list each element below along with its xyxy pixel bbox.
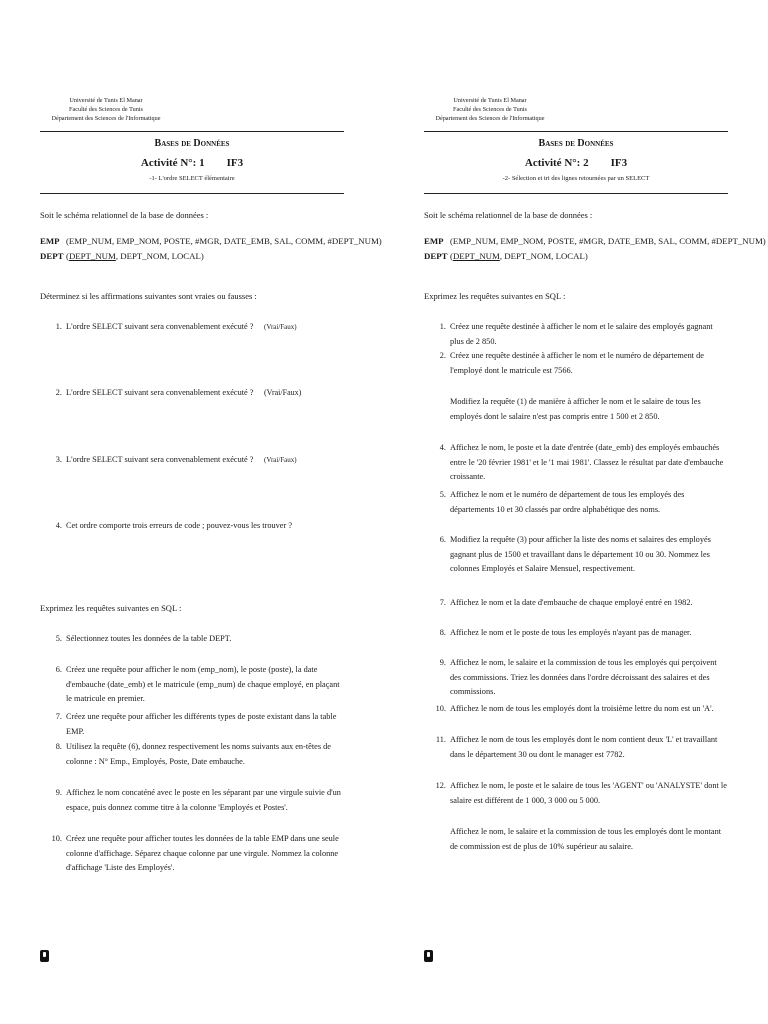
question-2: 2. Créez une requête destinée à afficher le nom et le numéro de département de l'employé dont le matricule est 7566.: [439, 351, 704, 375]
question-9: 9. Affichez le nom, le salaire et la commission de tous les employés qui perçoivent des commissions. Triez les données dans l'ordre décroissant des salaires et des commissions.: [439, 658, 717, 696]
schema-emp-attrs: (EMP_NUM, EMP_NOM, POSTE, #MGR, DATE_EMB, SAL, COMM, #DEPT_NUM): [66, 236, 382, 246]
question-10: 10. Créez une requête pour afficher toutes les données de la table EMP dans une seule colonne d'affichage. Séparez chaque colonne par une virgule. Nommez la colonne d'affichage 'Liste des Employés'.: [51, 834, 339, 872]
schema-emp: [40, 236, 382, 246]
activity-subtitle: -2- Sélection et tri des lignes retournées par un SELECT: [502, 175, 650, 182]
true-false-hint: (Vrai/Faux): [264, 456, 297, 464]
course-title: Bases de Données: [154, 138, 230, 149]
question-1: 1. L'ordre SELECT suivant sera convenablement exécuté ? (Vrai/Faux): [48, 320, 344, 335]
question-7: 7. Créez une requête pour afficher les différents types de poste existant dans la table EMP.: [55, 712, 337, 736]
university-header: [46, 96, 166, 123]
question-1: 1. Créez une requête destinée à afficher le nom et le salaire des employés gagnant plus de 2 850.: [439, 322, 713, 346]
question-8: 8. Utilisez la requête (6), donnez respectivement les noms suivants aux en-têtes de colonne : N° Emp., Employés, Poste, Date embauche.: [55, 742, 331, 766]
section-sql: Exprimez les requêtes suivantes en SQL :: [40, 603, 182, 613]
schema-intro: Soit le schéma relationnel de la base de données :: [424, 210, 593, 220]
department-name: Département des Sciences de l'Informatique: [51, 115, 161, 122]
university-name: Université de Tunis El Manar: [69, 97, 143, 104]
schema-dept-key: DEPT_NUM: [68, 251, 116, 261]
schema-emp-attrs: (EMP_NUM, EMP_NOM, POSTE, #MGR, DATE_EMB, SAL, COMM, #DEPT_NUM): [450, 236, 766, 246]
top-rule: [424, 131, 728, 132]
section-true-false: Déterminez si les affirmations suivantes sont vraies ou fausses :: [40, 291, 257, 301]
department-name: Département des Sciences de l'Informatique: [435, 115, 545, 122]
question-3: Modifiez la requête (1) de manière à afficher le nom et le salaire de tous les employés dont le salaire n'est pas compris entre 1 500 et 2 850.: [450, 397, 701, 421]
schema-emp-label: EMP: [40, 236, 60, 246]
activity-number: Activité N°: 2: [524, 157, 589, 169]
section-sql: Exprimez les requêtes suivantes en SQL :: [424, 291, 566, 301]
schema-dept: DEPT (DEPT_NUM, DEPT_NOM, LOCAL): [424, 251, 588, 261]
schema-dept: DEPT (DEPT_NUM, DEPT_NOM, LOCAL): [40, 251, 204, 261]
question-4: 4. Affichez le nom, le poste et la date d'entrée (date_emb) des employés embauchés entre le '20 février 1981' et le '1 mai 1981'. Classez le résultat par date d'embauche croissante.: [439, 443, 724, 481]
university-header: [430, 96, 550, 123]
schema-dept-key: DEPT_NUM: [452, 251, 500, 261]
activity-number: Activité N°: 1: [140, 157, 205, 169]
bottom-rule: [40, 193, 344, 194]
university-name: Université de Tunis El Manar: [453, 97, 527, 104]
schema-emp: [424, 236, 766, 246]
true-false-hint: (Vrai/Faux): [264, 323, 297, 331]
page-mark-icon: [424, 950, 433, 962]
question-6: 6. Modifiez la requête (3) pour afficher la liste des noms et salaires des employés gagnant plus de 1500 et travaillant dans le département 10 ou 30. Nommez les colonnes Employés et Salaire Mensuel, respectivement.: [439, 535, 711, 573]
true-false-hint: (Vrai/Faux): [264, 388, 302, 397]
question-8: 8. Affichez le nom et le poste de tous les employés n'ayant pas de manager.: [439, 628, 692, 637]
page-mark-icon: [40, 950, 49, 962]
question-5: 5. Affichez le nom et le numéro de département de tous les employés des départements 10 et 30 classés par ordre alphabétique des noms.: [439, 490, 685, 514]
activity-subtitle: -1- L'ordre SELECT élémentaire: [149, 175, 235, 182]
course-title: Bases de Données: [538, 138, 614, 149]
question-7: 7. Affichez le nom et la date d'embauche de chaque employé entré en 1982.: [439, 598, 693, 607]
question-9: 9. Affichez le nom concaténé avec le poste en les séparant par une virgule suivie d'un espace, puis donnez comme titre à la colonne 'Employés et Postes'.: [55, 788, 341, 812]
bottom-rule: [424, 193, 728, 194]
schema-intro: Soit le schéma relationnel de la base de données :: [40, 210, 209, 220]
activity-heading: [424, 157, 728, 169]
schema-emp-label: EMP: [424, 236, 444, 246]
schema-dept-label: DEPT: [40, 251, 64, 261]
schema-dept-label: DEPT: [424, 251, 448, 261]
question-11: 11. Affichez le nom de tous les employés dont le nom contient deux 'L' et travaillant dans le département 30 ou dont le manager est 7782.: [435, 735, 718, 759]
class-code: IF3: [226, 157, 244, 169]
faculty-name: Faculté des Sciences de Tunis: [453, 106, 527, 113]
question-10: 10. Affichez le nom de tous les employés dont la troisième lettre du nom est un 'A'.: [435, 704, 714, 713]
activity-sheet-2: [384, 0, 768, 1024]
faculty-name: Faculté des Sciences de Tunis: [69, 106, 143, 113]
top-rule: [40, 131, 344, 132]
question-6: 6. Créez une requête pour afficher le nom (emp_nom), le poste (poste), la date d'embauche (date_emb) et le matricule (emp_num) de chaque employé, en plaçant le matricule en premier.: [55, 665, 340, 703]
question-5: 5. Sélectionnez toutes les données de la table DEPT.: [55, 634, 232, 643]
question-4: 4. Cet ordre comporte trois erreurs de code ; pouvez-vous les trouver ?: [55, 521, 293, 530]
question-2: 2. L'ordre SELECT suivant sera convenablement exécuté ? (Vrai/Faux): [48, 386, 344, 401]
question-13: Affichez le nom, le salaire et la commission de tous les employés dont le montant de commission est de plus de 10% supérieur au salaire.: [450, 827, 722, 851]
activity-heading: [40, 157, 344, 169]
question-3: 3. L'ordre SELECT suivant sera convenablement exécuté ? (Vrai/Faux): [48, 453, 344, 468]
class-code: IF3: [610, 157, 628, 169]
question-12: 12. Affichez le nom, le poste et le salaire de tous les 'AGENT' ou 'ANALYSTE' dont le salaire est différent de 1 000, 3 000 ou 5 000.: [435, 781, 727, 805]
